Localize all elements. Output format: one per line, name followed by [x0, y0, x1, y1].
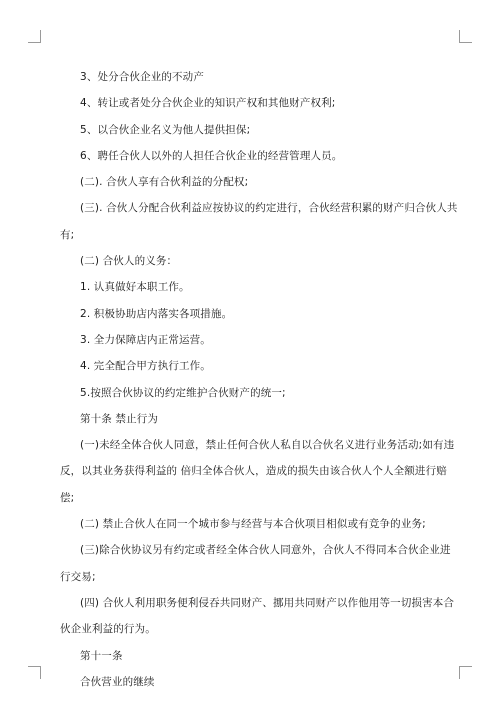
- paragraph-item-4: 4、转让或者处分合伙企业的知识产权和其他财产权利;: [80, 97, 336, 110]
- paragraph-prohibition-3: (三)除合伙协议另有约定或者经全体合伙人同意外，合伙人不得同本合伙企业进行交易;: [60, 544, 451, 583]
- paragraph-obligation-1: 1. 认真做好本职工作。: [80, 281, 190, 294]
- paragraph-item-3: 3、处分合伙企业的不动产: [80, 71, 204, 83]
- paragraph-prohibition-2: (二) 禁止合伙人在同一个城市参与经营与本合伙项目相似或有竞争的业务;: [80, 518, 426, 531]
- crop-mark-bottom-left: [28, 666, 41, 679]
- paragraph-obligation-4: 4. 完全配合甲方执行工作。: [80, 360, 211, 373]
- paragraph-business-continuation: 合伙营业的继续: [80, 675, 155, 688]
- paragraph-prohibition-1: (一)未经全体合伙人同意，禁止任何合伙人私自以合伙名义进行业务活动;如有违反，以其业务获得利益的 倍归全体合伙人，造成的损失由该合伙人个人全额进行赔偿;: [60, 439, 455, 504]
- paragraph-obligation-2: 2. 积极协助店内落实各项措施。: [80, 307, 233, 320]
- crop-mark-bottom-right: [459, 666, 472, 679]
- paragraph-distribution-agreement: (三). 合伙人分配合伙利益应按协议的约定进行，合伙经营积累的财产归合伙人共有;: [60, 202, 458, 241]
- paragraph-item-6: 6、聘任合伙人以外的人担任合伙企业的经营管理人员。: [80, 149, 343, 162]
- article-11-heading: 第十一条: [80, 649, 123, 662]
- paragraph-obligations-heading: (二) 合伙人的义务：: [80, 255, 178, 268]
- paragraph-right-distribution: (二). 合伙人享有合伙利益的分配权;: [80, 176, 249, 189]
- paragraph-prohibition-4: (四) 合伙人利用职务便利侵吞共同财产、挪用共同财产以作他用等一切损害本合伙企业利益的行为。: [60, 596, 455, 636]
- crop-mark-top-right: [459, 30, 472, 43]
- paragraph-obligation-5: 5.按照合伙协议的约定维护合伙财产的统一;: [80, 386, 286, 399]
- paragraph-obligation-3: 3. 全力保障店内正常运营。: [80, 333, 211, 346]
- paragraph-item-5: 5、以合伙企业名义为他人提供担保;: [80, 123, 251, 136]
- document-body: [60, 64, 460, 695]
- crop-mark-top-left: [28, 30, 41, 43]
- article-10-heading: 第十条 禁止行为: [80, 412, 159, 425]
